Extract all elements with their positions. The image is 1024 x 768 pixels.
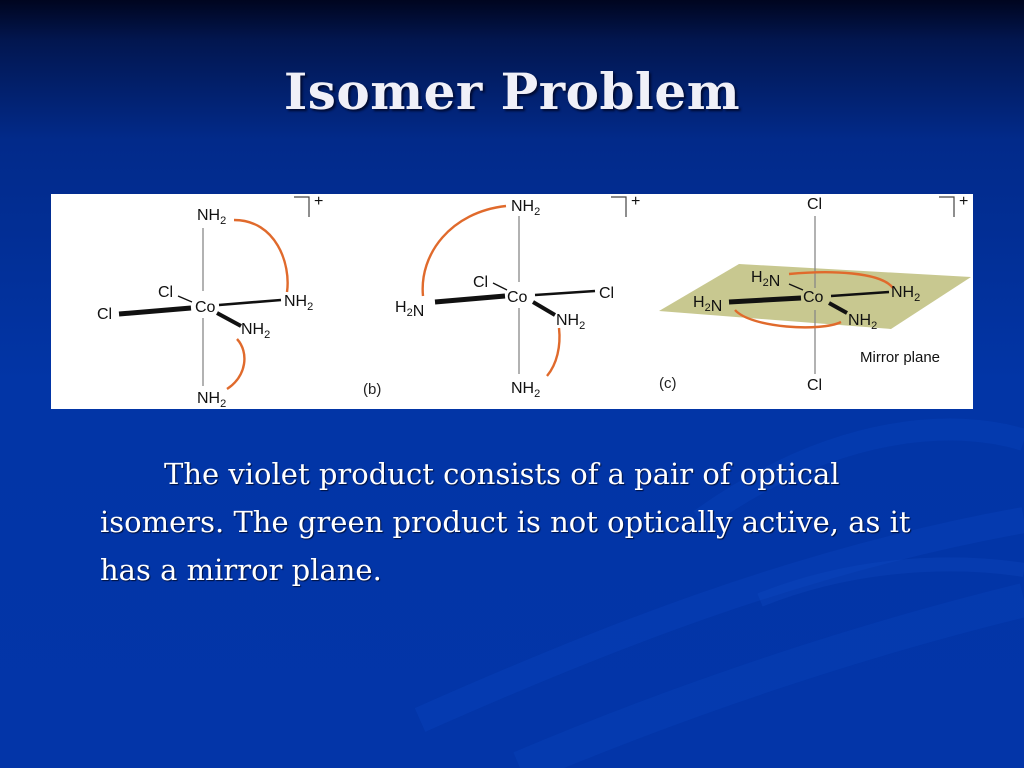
- amine-front: $NH_2$: [241, 321, 271, 341]
- wedge-bond: [119, 308, 191, 314]
- svg-text:Cl: Cl: [807, 196, 823, 213]
- cobalt-atom: Co: [507, 289, 528, 306]
- svg-text:+: +: [631, 194, 641, 210]
- chlorine-left: Cl: [97, 306, 113, 323]
- amine-top: $NH_2$: [197, 207, 227, 227]
- isomer-panel-a: [97, 194, 323, 409]
- isomer-panel-b: [363, 194, 640, 400]
- amine-right: $NH_2$: [284, 293, 314, 313]
- charge-sign: +: [314, 194, 324, 210]
- svg-text:NH2: $NH_2$: [848, 312, 878, 332]
- panel-label-b: (b): [363, 381, 382, 398]
- slide-body-text: The violet product consists of a pair of optical isomers. The green product is not optically active, as it has a mirror plane.: [100, 457, 911, 587]
- svg-text:NH2: $NH_2$: [511, 380, 541, 400]
- svg-text:Cl: Cl: [473, 274, 489, 291]
- cobalt-atom: Co: [195, 299, 216, 316]
- svg-text:NH2: $NH_2$: [556, 312, 586, 332]
- amine-bottom: $NH_2$: [197, 390, 227, 409]
- chelate-arc: [234, 220, 288, 292]
- svg-text:NH2: $NH_2$: [511, 198, 541, 218]
- svg-text:NH2: $NH_2$: [891, 284, 921, 304]
- isomer-panel-c: [659, 194, 971, 394]
- svg-text:H2N: $H_2N$: [693, 294, 723, 315]
- panel-label-c: (c): [659, 375, 677, 392]
- chelate-arc: [227, 339, 244, 389]
- svg-text:+: +: [959, 194, 969, 210]
- slide-title: Isomer Problem: [283, 62, 741, 121]
- svg-text:H2N: $H_2N$: [751, 269, 781, 290]
- svg-text:H2N: $H_2N$: [395, 299, 425, 320]
- svg-text:Cl: Cl: [599, 285, 615, 302]
- svg-text:Cl: Cl: [807, 377, 823, 394]
- isomer-figure: [51, 194, 973, 409]
- chlorine-back: Cl: [158, 284, 174, 301]
- cobalt-atom: Co: [803, 289, 824, 306]
- mirror-plane-label: Mirror plane: [860, 349, 941, 366]
